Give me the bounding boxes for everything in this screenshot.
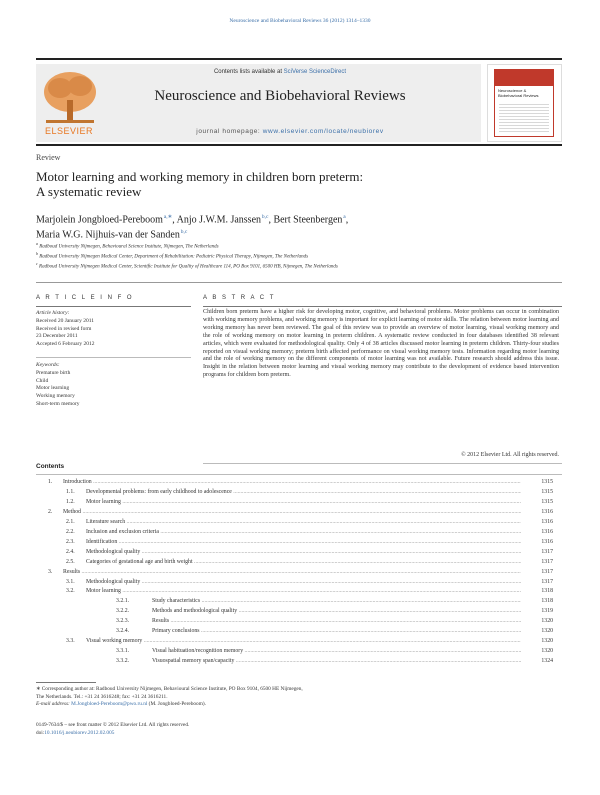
paper-title: Motor learning and working memory in children born preterm: A systematic review [36, 169, 364, 199]
toc-page-number: 1315 [523, 488, 553, 497]
toc-title[interactable]: Introduction ..... [63, 478, 521, 487]
author: Anjo J.W.M. Janssen [176, 214, 262, 226]
toc-title[interactable]: Visuospatial memory span/capacity ..... [152, 657, 521, 666]
toc-page-number: 1318 [523, 597, 553, 606]
toc-entry[interactable] [36, 637, 553, 646]
toc-entry[interactable] [36, 647, 553, 656]
toc-number: 3.2.4. [116, 628, 130, 635]
toc-number: 3.1. [66, 578, 75, 585]
article-info-heading: A R T I C L E I N F O [36, 295, 134, 301]
footnote-rule [36, 682, 96, 683]
toc-number: 2.4. [66, 548, 75, 555]
toc-title[interactable]: Methodological quality ..... [86, 578, 521, 587]
toc-number: 2.5. [66, 558, 75, 565]
toc-title[interactable]: Motor learning ..... [86, 498, 521, 507]
author-list: Marjolein Jongbloed-Pereboom $^{a,∗}$, Anjo J.W.M. Janssen $^{b,c}$, Bert Steenbergen $^a$, Maria W.G. Nijhuis-van der Sanden $^{b,c}$ [36, 214, 349, 241]
article-type: Review [36, 153, 61, 162]
keyword: Short-term memory [36, 400, 80, 407]
keyword: Premature birth [36, 369, 71, 376]
abstract-heading: A B S T R A C T [203, 295, 276, 301]
publisher-name: ELSEVIER [44, 126, 94, 136]
toc-entry[interactable] [36, 578, 553, 587]
affiliation: $^c$ Radboud University Nijmegen Medical Center, Scientific Institute for Quality of Healthcare 114, PO Box 9101, 6500 HB, Nijmegen, The Netherlands [36, 261, 338, 270]
journal-homepage: journal homepage: www.elsevier.com/locate/neubiorev [196, 128, 384, 135]
toc-page-number: 1318 [523, 587, 553, 596]
affiliation: $^b$ Radboud University Nijmegen Medical Center, Department of Rehabilitation: Pediatric Physical Therapy, Nijmegen, The Netherlands [36, 251, 309, 260]
toc-number: 3. [48, 568, 53, 575]
toc-number: 3.2.2. [116, 608, 130, 615]
toc-page-number: 1324 [523, 657, 553, 666]
toc-entry[interactable] [36, 538, 553, 547]
toc-page-number: 1320 [523, 647, 553, 656]
divider [36, 306, 191, 307]
toc-title[interactable]: Literature search ..... [86, 518, 521, 527]
toc-entry[interactable] [36, 548, 553, 557]
toc-title[interactable]: Methodological quality ..... [86, 548, 521, 557]
email-link[interactable]: M.Jongbloed-Pereboom@pwo.ru.nl [71, 701, 148, 707]
toc-number: 3.3. [66, 638, 75, 645]
toc-entry[interactable] [36, 498, 553, 507]
toc-number: 2.1. [66, 518, 75, 525]
header-rule-bottom [36, 144, 562, 146]
toc-entry[interactable] [36, 617, 553, 626]
toc-page-number: 1316 [523, 528, 553, 537]
toc-entry[interactable] [36, 508, 553, 517]
toc-number: 3.3.2. [116, 658, 130, 665]
toc-number: 2.2. [66, 528, 75, 535]
toc-entry[interactable] [36, 518, 553, 527]
keyword: Motor learning [36, 385, 70, 392]
toc-title[interactable]: Inclusion and exclusion criteria ..... [86, 528, 521, 537]
toc-number: 2. [48, 508, 53, 515]
toc-entry[interactable] [36, 587, 553, 596]
toc-page-number: 1320 [523, 627, 553, 636]
toc-number: 3.2.3. [116, 618, 130, 625]
header-rule-top [36, 58, 562, 60]
toc-title[interactable]: Identification ..... [86, 538, 521, 547]
toc-number: 3.2.1. [116, 598, 130, 605]
keyword: Child [36, 377, 49, 384]
toc-number: 1.2. [66, 498, 75, 505]
toc-title[interactable]: Results ..... [152, 617, 521, 626]
toc-title[interactable]: Visual habituation/recognition memory ..... [152, 647, 521, 656]
keywords: Keywords: Premature birth Child Motor learning Working memory Short-term memory [36, 362, 186, 409]
toc-page-number: 1317 [523, 548, 553, 557]
toc-page-number: 1319 [523, 607, 553, 616]
keyword: Working memory [36, 393, 75, 400]
toc-title[interactable]: Methods and methodological quality ..... [152, 607, 521, 616]
article-history: Article history: Received 20 January 2011 Received in revised form 23 December 2011 Accepted 6 February 2012 [36, 310, 95, 348]
toc-number: 3.3.1. [116, 648, 130, 655]
contents-available: Contents lists available at SciVerse ScienceDirect [213, 69, 347, 75]
toc-entry[interactable] [36, 657, 553, 666]
toc-title[interactable]: Categories of gestational age and birth weight ..... [86, 558, 521, 567]
toc-entry[interactable] [36, 597, 553, 606]
toc-number: 1. [48, 479, 53, 485]
toc-entry[interactable] [36, 627, 553, 636]
homepage-link[interactable]: www.elsevier.com/locate/neubiorev [262, 128, 384, 135]
copyright: © 2012 Elsevier Ltd. All rights reserved. [461, 452, 559, 458]
journal-title: Neuroscience and Biobehavioral Reviews [154, 88, 406, 104]
toc-title[interactable]: Method ..... [63, 508, 521, 517]
toc-title[interactable]: Developmental problems: from early childhood to adolescence ..... [86, 488, 521, 497]
toc-page-number: 1315 [523, 478, 553, 487]
toc-entry[interactable] [36, 528, 553, 537]
toc-page-number: 1315 [523, 498, 553, 507]
divider [36, 282, 562, 283]
toc-title[interactable]: Study characteristics ..... [152, 597, 521, 606]
toc-page-number: 1316 [523, 518, 553, 527]
toc-page-number: 1320 [523, 637, 553, 646]
divider [203, 306, 562, 307]
doi-link[interactable]: 10.1016/j.neubiorev.2012.02.005 [44, 729, 115, 736]
toc-page-number: 1317 [523, 578, 553, 587]
toc-page-number: 1317 [523, 558, 553, 567]
toc-page-number: 1316 [523, 508, 553, 517]
sciencedirect-link[interactable]: SciVerse ScienceDirect [283, 69, 347, 75]
divider [36, 357, 191, 358]
toc-title[interactable]: Motor learning ..... [86, 587, 521, 596]
divider [203, 463, 562, 464]
toc-page-number: 1320 [523, 617, 553, 626]
contents-heading: Contents [36, 463, 65, 470]
divider [36, 474, 562, 475]
toc-page-number: 1317 [523, 568, 553, 577]
toc-number: 2.3. [66, 538, 75, 545]
toc-entry[interactable] [36, 568, 553, 577]
toc-number: 3.2. [66, 588, 75, 595]
author: Bert Steenbergen [273, 214, 343, 226]
corresponding-author-note: ∗ Corresponding author at: Radboud University Nijmegen, Behavioural Science Institute, PO Box 9104, 6500 HE Nijmegen, The Netherlands. Tel.: +31 24 3616248; fax: +31 24 3616211. E-mail address: M.Jongbloed-Pereboom@pwo.ru.nl (M. Jongbloed-Pereboom). [36, 686, 303, 707]
toc-entry[interactable] [36, 558, 553, 567]
author: Maria W.G. Nijhuis-van der Sanden [36, 229, 180, 241]
cover-title: Neuroscience & Biobehavioral Reviews [498, 88, 539, 98]
author: Marjolein Jongbloed-Pereboom [36, 214, 163, 226]
toc-entry[interactable] [36, 478, 553, 487]
affiliation: $^a$ Radboud University Nijmegen, Behavioural Science Institute, Nijmegen, The Netherlands [36, 241, 219, 250]
toc-number: 1.1. [66, 488, 75, 495]
abstract-text: Children born preterm have a higher risk for developing motor, cognitive, and behavioral problems. Motor problems can occur in combination with working memory problems, and working memory is important for explicit learning of motor skills. The relation between motor learning and working memory has never been reviewed. The goal of this review was to provide an overview of motor learning, visual working memory and the role of working memory on motor learning in preterm children. A systematic review conducted in four databases identified 38 relevant articles, which were evaluated for methodological quality. Only 4 of 38 articles discussed motor learning in preterm children. Thirty-four studies reported on visual working memory; preterm birth affected performance on visual working memory tests. Information regarding motor learning and the role of working memory on the different components of motor learning was not available. Future research should address this issue. Insight in the relation between motor learning and visual working memory may contribute to the development of evidence based intervention programs for children born preterm. [203, 309, 559, 379]
issn-line: 0149-7634/$ – see front matter © 2012 Elsevier Ltd. All rights reserved. doi:10.1016/j.neubiorev.2012.02.005 [36, 722, 190, 736]
toc-entry[interactable] [36, 488, 553, 497]
toc-title[interactable]: Results ..... [63, 568, 521, 577]
journal-cover-thumbnail [487, 64, 562, 142]
toc-title[interactable]: Visual working memory ..... [86, 637, 521, 646]
toc-entry[interactable] [36, 607, 553, 616]
toc-page-number: 1316 [523, 538, 553, 547]
journal-citation[interactable]: Neuroscience and Biobehavioral Reviews 36 (2012) 1314–1330 [229, 18, 371, 24]
toc-title[interactable]: Primary conclusions ..... [152, 627, 521, 636]
